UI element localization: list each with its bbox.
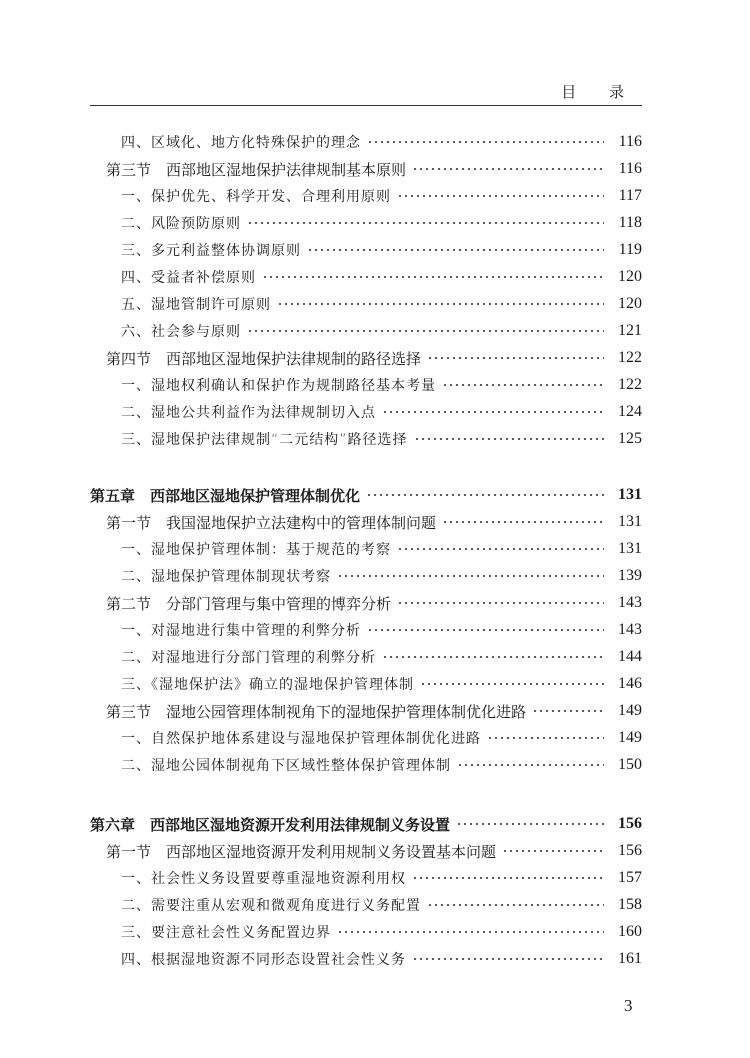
toc-entry-title: 四、根据湿地资源不同形态设置社会性义务 [121,952,406,968]
toc-entry-page: 131 [618,513,642,530]
toc-entry-page: 120 [618,295,642,312]
dot-leader [397,602,604,604]
dot-leader [397,195,604,197]
toc-item[interactable] [0,538,750,560]
dot-leader [412,168,604,170]
toc-section[interactable] [0,840,750,862]
toc-item[interactable] [0,894,750,916]
toc-entry-page: 118 [618,214,642,231]
toc-entry-page: 131 [618,486,642,503]
toc-item[interactable] [0,374,750,396]
dot-leader [532,710,604,712]
dot-leader [382,411,604,413]
toc-item[interactable] [0,948,750,970]
toc-entry-title: 第四节 西部地区湿地保护法律规制的路径选择 [106,349,422,368]
toc-entry-page: 124 [618,403,642,420]
toc-entry-page: 116 [618,133,642,150]
dot-leader [247,330,604,332]
toc-entry-title: 第六章 西部地区湿地资源开发利用法律规制义务设置 [90,815,451,834]
toc-entry-page: 157 [618,869,642,886]
toc-chapter[interactable] [0,484,750,506]
toc-item[interactable] [0,727,750,749]
toc-item[interactable] [0,428,750,450]
toc-chapter[interactable] [0,813,750,835]
toc-item[interactable] [0,754,750,776]
toc-entry-title: 一、湿地保护管理体制：基于规范的考察 [121,542,391,558]
dot-leader [337,575,604,577]
toc-entry-title: 四、受益者补偿原则 [121,270,256,286]
dot-leader [487,737,604,739]
toc-entry-page: 117 [618,187,642,204]
toc-item[interactable] [0,266,750,288]
dot-leader [277,303,604,305]
toc-entry-title: 五、湿地管制许可原则 [121,297,271,313]
running-header-title: 目 录 [561,83,638,101]
dot-leader [366,494,604,496]
toc-entry-page: 122 [618,376,642,393]
toc-entry-page: 149 [618,702,642,719]
toc-item[interactable] [0,673,750,695]
toc-entry-title: 二、需要注重从宏观和微观角度进行义务配置 [121,898,421,914]
toc-entry-title: 六、社会参与原则 [121,324,241,340]
toc-item[interactable] [0,185,750,207]
page-number: 3 [624,996,633,1015]
toc-entry-title: 第三节 西部地区湿地保护法律规制基本原则 [106,160,407,179]
dot-leader [456,823,604,825]
toc-entry-title: 一、对湿地进行集中管理的利弊分析 [121,623,361,639]
dot-leader [262,276,604,278]
toc-entry-page: 143 [618,621,642,638]
header-rule [90,105,642,106]
toc-entry-title: 第三节 湿地公园管理体制视角下的湿地保护管理体制优化进路 [106,702,527,721]
toc-entry-title: 一、保护优先、科学开发、合理利用原则 [121,189,391,205]
toc-entry-page: 131 [618,540,642,557]
toc-entry-title: 二、湿地保护管理体制现状考察 [121,569,331,585]
dot-leader [367,141,604,143]
toc-entry-page: 150 [618,756,642,773]
toc-item[interactable] [0,646,750,668]
toc-entry-page: 158 [618,896,642,913]
toc-item[interactable] [0,565,750,587]
toc-entry-title: 三、湿地保护法律规制“二元结构”路径选择 [121,432,408,448]
dot-leader [427,357,604,359]
toc-item[interactable] [0,320,750,342]
toc-entry-title: 三、《湿地保护法》确立的湿地保护管理体制 [121,677,414,693]
toc-entry-page: 125 [618,430,642,447]
toc-entry-page: 120 [618,268,642,285]
toc-entry-page: 156 [618,842,642,859]
toc-entry-title: 一、湿地权利确认和保护作为规制路径基本考量 [121,378,436,394]
dot-leader [412,877,604,879]
toc-section[interactable] [0,511,750,533]
dot-leader [412,958,604,960]
toc-entry-title: 二、风险预防原则 [121,216,241,232]
toc-section[interactable] [0,347,750,369]
toc-entry-page: 161 [618,950,642,967]
dot-leader [414,438,604,440]
dot-leader [247,222,604,224]
toc-entry-page: 122 [618,349,642,366]
toc-entry-title: 三、多元利益整体协调原则 [121,243,301,259]
toc-entry-title: 一、社会性义务设置要尊重湿地资源利用权 [121,871,406,887]
toc-item[interactable] [0,867,750,889]
dot-leader [442,384,604,386]
toc-entry-title: 三、要注意社会性义务配置边界 [121,925,331,941]
dot-leader [337,931,604,933]
dot-leader [382,656,604,658]
toc-entry-title: 二、对湿地进行分部门管理的利弊分析 [121,650,376,666]
toc-item[interactable] [0,131,750,153]
toc-section[interactable] [0,158,750,180]
toc-section[interactable] [0,700,750,722]
dot-leader [307,249,604,251]
dot-leader [427,904,604,906]
toc-item[interactable] [0,293,750,315]
toc-entry-page: 121 [618,322,642,339]
dot-leader [420,683,604,685]
toc-entry-title: 二、湿地公共利益作为法律规制切入点 [121,405,376,421]
toc-entry-title: 第一节 西部地区湿地资源开发利用规制义务设置基本问题 [106,842,497,861]
toc-entry-page: 144 [618,648,642,665]
dot-leader [502,850,604,852]
toc-entry-page: 116 [618,160,642,177]
toc-entry-title: 第五章 西部地区湿地保护管理体制优化 [90,486,361,505]
toc-entry-page: 156 [618,815,642,832]
dot-leader [457,764,604,766]
dot-leader [442,521,604,523]
toc-item[interactable] [0,619,750,641]
toc-entry-title: 第二节 分部门管理与集中管理的博弈分析 [106,594,392,613]
toc-entry-page: 160 [618,923,642,940]
toc-entry-page: 139 [618,567,642,584]
toc-entry-page: 149 [618,729,642,746]
toc-item[interactable] [0,239,750,261]
toc-entry-title: 一、自然保护地体系建设与湿地保护管理体制优化进路 [121,731,481,747]
toc-entry-title: 四、区域化、地方化特殊保护的理念 [121,135,361,151]
toc-item[interactable] [0,921,750,943]
toc-entry-page: 119 [618,241,642,258]
toc-entry-title: 二、湿地公园体制视角下区域性整体保护管理体制 [121,758,451,774]
dot-leader [397,548,604,550]
toc-entry-page: 146 [618,675,642,692]
dot-leader [367,629,604,631]
toc-entry-page: 143 [618,594,642,611]
toc-item[interactable] [0,212,750,234]
toc-entry-title: 第一节 我国湿地保护立法建构中的管理体制问题 [106,513,437,532]
toc-section[interactable] [0,592,750,614]
toc-item[interactable] [0,401,750,423]
